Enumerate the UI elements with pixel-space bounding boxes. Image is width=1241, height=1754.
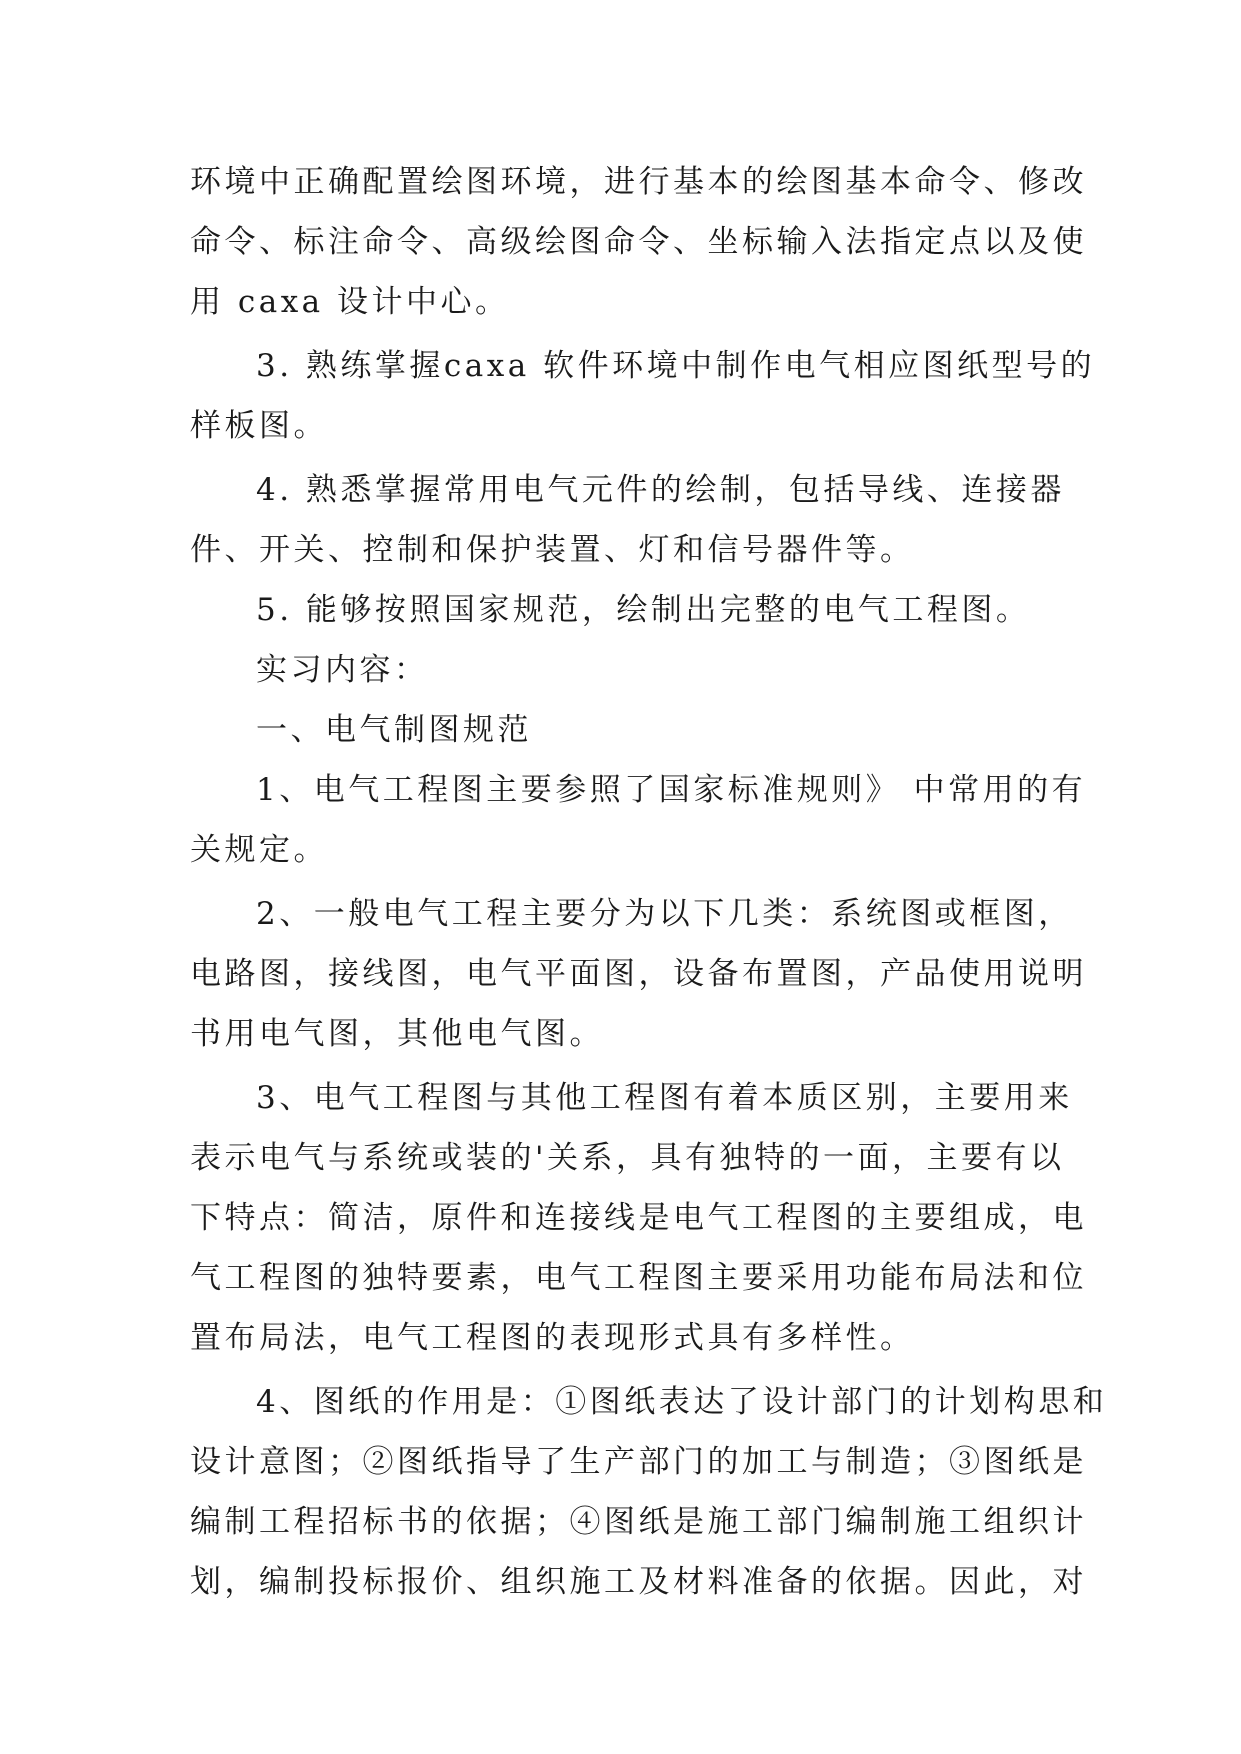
paragraph-line: 电路图，接线图，电气平面图，设备布置图，产品使用说明 — [190, 956, 1087, 992]
paragraph-start: 4、图纸的作用是：①图纸表达了设计部门的计划构思和 — [256, 1384, 1108, 1420]
section-heading-practice-content: 实习内容： — [256, 652, 429, 688]
paragraph-start: 3、电气工程图与其他工程图有着本质区别，主要用来 — [256, 1080, 1073, 1116]
paragraph-line: 关规定。 — [190, 832, 328, 868]
paragraph-line: 样板图。 — [190, 408, 328, 444]
paragraph-line: 置布局法，电气工程图的表现形式具有多样性。 — [190, 1320, 915, 1356]
paragraph-line: 环境中正确配置绘图环境，进行基本的绘图基本命令、修改 — [190, 164, 1087, 200]
paragraph-line: 气工程图的独特要素，电气工程图主要采用功能布局法和位 — [190, 1260, 1087, 1296]
paragraph-line: 编制工程招标书的依据；④图纸是施工部门编制施工组织计 — [190, 1504, 1087, 1540]
paragraph-line: 用 caxa 设计中心。 — [190, 284, 510, 320]
paragraph-line: 件、开关、控制和保护装置、灯和信号器件等。 — [190, 532, 915, 568]
paragraph-line: 书用电气图，其他电气图。 — [190, 1016, 604, 1052]
paragraph-line: 设计意图；②图纸指导了生产部门的加工与制造；③图纸是 — [190, 1444, 1087, 1480]
paragraph-line: 表示电气与系统或装的'关系，具有独特的一面，主要有以 — [190, 1140, 1065, 1176]
document-body — [190, 152, 1108, 1612]
list-item-5: 5. 能够按照国家规范，绘制出完整的电气工程图。 — [256, 592, 1031, 628]
list-item-4: 4. 熟悉掌握常用电气元件的绘制，包括导线、连接器 — [256, 472, 1065, 508]
paragraph-line: 划，编制投标报价、组织施工及材料准备的依据。因此，对 — [190, 1564, 1087, 1600]
paragraph-start: 2、一般电气工程主要分为以下几类：系统图或框图， — [256, 896, 1073, 932]
section-heading-1: 一、电气制图规范 — [256, 712, 532, 748]
paragraph-line: 命令、标注命令、高级绘图命令、坐标输入法指定点以及使 — [190, 224, 1087, 260]
list-item-3: 3. 熟练掌握caxa 软件环境中制作电气相应图纸型号的 — [256, 348, 1096, 384]
paragraph-start: 1、电气工程图主要参照了国家标准规则》 中常用的有 — [256, 772, 1087, 808]
paragraph-line: 下特点：简洁，原件和连接线是电气工程图的主要组成，电 — [190, 1200, 1087, 1236]
